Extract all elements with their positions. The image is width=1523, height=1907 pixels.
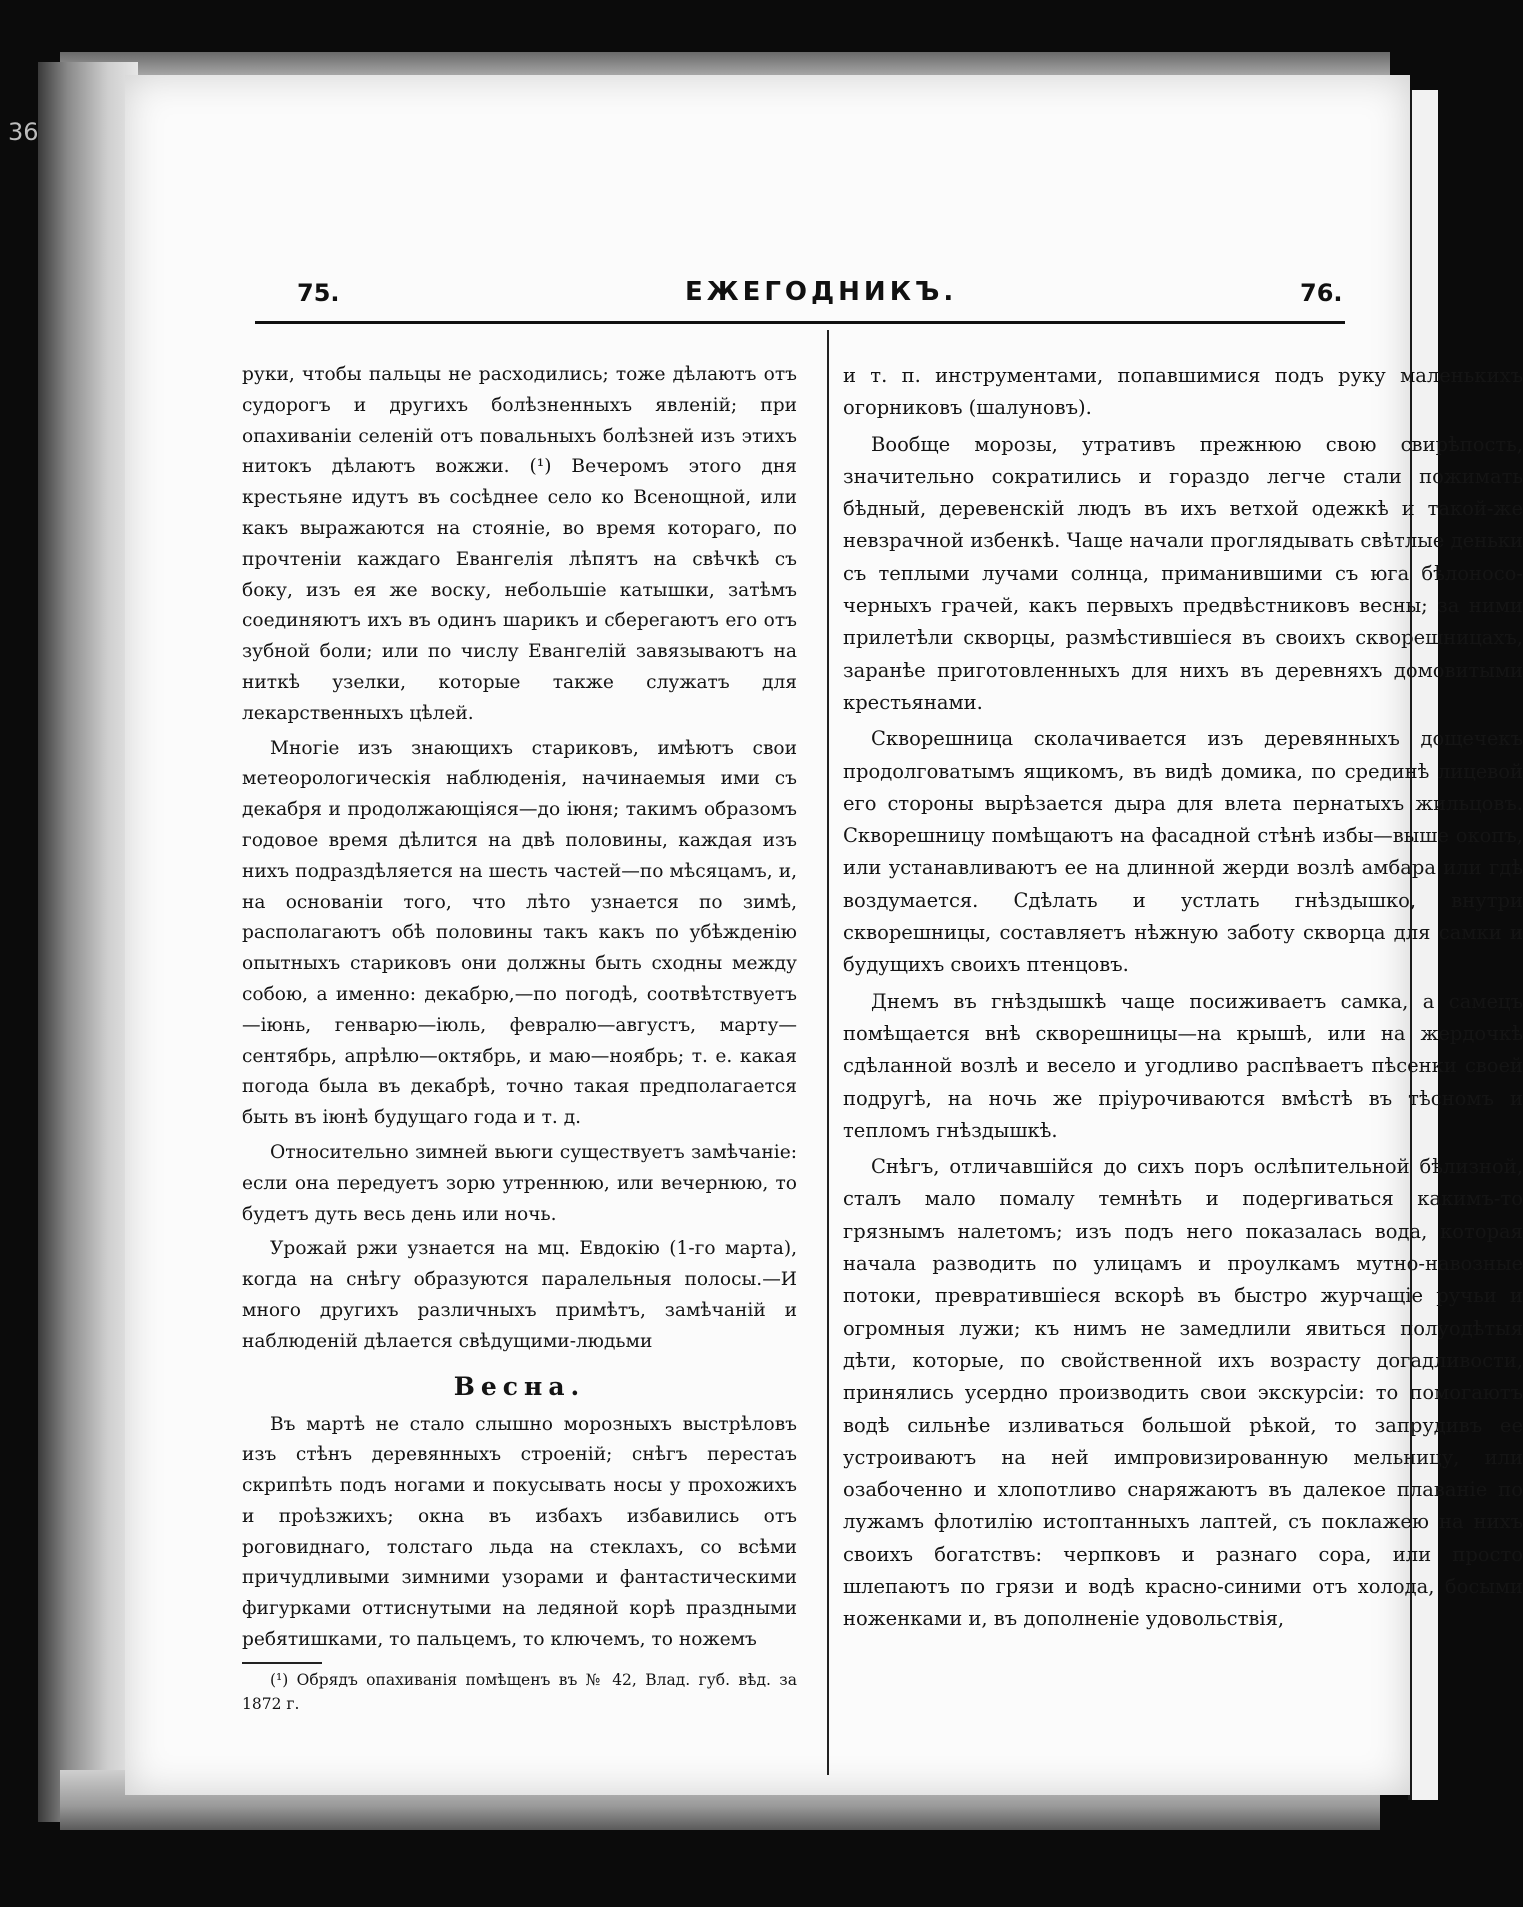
scanned-page [125,75,1523,1795]
running-title: ЕЖЕГОДНИКЪ. [685,277,958,307]
right-paragraph-4: Днемъ въ гнѣздышкѣ чаще посиживаетъ самка, а самецъ помѣщается внѣ скворешницы—на крышѣ, или на жердочкѣ сдѣланной возлѣ и весело и угодливо распѣваетъ пѣсенки своей подругѣ, на ночь же пріурочиваются вмѣстѣ въ тѣсномъ и тепломъ гнѣздышкѣ. [843,989,1523,1142]
left-paragraph-5: Въ мартѣ не стало слышно морозныхъ выстрѣловъ изъ стѣнъ деревянныхъ строеній; снѣгъ перестаъ скрипѣть подъ ногами и покусывать носы у прохожихъ и проѣзжихъ; окна въ избахъ избавились отъ роговиднаго, толстаго льда на стеклахъ, со всѣми причудливыми зимними узорами и фантастическими фигурками оттиснутыми на ледяной корѣ праздными ребятишками, то пальцемъ, то ключемъ, то ножемъ [242,1413,797,1651]
page-number-left: 75. [297,279,340,307]
right-paragraph-3: Скворешница сколачивается изъ деревянныхъ дощечекъ продолговатымъ ящикомъ, въ видѣ домика, по срединѣ лицевой его стороны вырѣзается дыра для влета пернатыхъ жильцовъ. Скворешницу помѣщаютъ на фасадной стѣнѣ избы—выше окопъ, или устанавливаютъ ее на длинной жерди возлѣ амбара или гдѣ воздумается. Сдѣлать и устлать гнѣздышко, внутри скворешницы, составляетъ нѣжную заботу скворца для самки и будущихъ своихъ птенцовъ. [843,727,1523,977]
left-paragraph-3: Относительно зимней вьюги существуетъ замѣчаніе: если она передуетъ зорю утреннюю, или вечернюю, то будетъ дуть весь день или ночь. [242,1141,797,1225]
left-column [242,360,797,1716]
footnote: (¹) Обрядъ опахиванія помѣщенъ въ № 42, Влад. губ. вѣд. за 1872 г. [242,1670,797,1713]
right-paragraph-1: и т. п. инструментами, попавшимися подъ руку маленькихъ огорниковъ (шалуновъ). [843,364,1523,420]
binding-left-edge [38,62,138,1822]
running-header [125,275,1410,315]
column-divider [827,330,829,1775]
left-paragraph-4: Урожай ржи узнается на мц. Евдокію (1-го марта), когда на снѣгу образуются паралельныя полосы.—И много другихъ различныхъ примѣтъ, замѣчаній и наблюденій дѣлается свѣдущими-людьми [242,1238,797,1352]
margin-note: 36 [8,118,39,146]
page-number-right: 76. [1300,279,1343,307]
left-paragraph-2: Многіе изъ знающихъ стариковъ, имѣютъ свои метеорологическія наблюденія, начинаемыя ими съ декабря и продолжающіяся—до іюня; такимъ образомъ годовое время дѣлится на двѣ половины, каждая изъ нихъ подраздѣляется на шесть частей—по мѣсяцамъ, и, на основаніи того, что лѣто узнается по зимѣ, располагаютъ обѣ половины такъ какъ по убѣжденію опытныхъ стариковъ они должны быть сходны между собою, а именно: декабрю,—по погодѣ, соотвѣтствуетъ—іюнь, генварю—іюль, февралю—августъ, марту—сентябрь, апрѣлю—октябрь, и маю—ноябрь; т. е. какая погода была въ декабрѣ, точно такая предполагается быть въ іюнѣ будущаго года и т. д. [242,737,797,1129]
header-rule [255,321,1345,324]
section-title-spring: Весна. [453,1371,586,1401]
right-column [843,360,1523,1636]
footnote-rule [242,1662,322,1664]
left-paragraph-1: руки, чтобы пальцы не расходились; тоже дѣлаютъ отъ судорогъ и другихъ болѣзненныхъ явленій; при опахиваніи селеній отъ повальныхъ болѣзней изъ этихъ нитокъ дѣлаютъ вожжи. (¹) Вечеромъ этого дня крестьяне идутъ въ сосѣднее село ко Всенощной, или какъ выражаются на стояніе, во время котораго, по прочтеніи каждаго Евангелія лѣпятъ на свѣчкѣ съ боку, изъ ея же воску, небольшіе катышки, затѣмъ соединяютъ ихъ въ одинъ шарикъ и сберегаютъ его отъ зубной боли; или по числу Евангелій завязываютъ на ниткѣ узелки, которые также служатъ для лекарственныхъ цѣлей. [242,364,797,724]
right-paragraph-2: Вообще морозы, утративъ прежнюю свою свирѣпость, значительно сократились и гораздо легче стали пожимать бѣдный, деревенскій людъ въ ихъ ветхой одежкѣ и такой-же невзрачной избенкѣ. Чаще начали проглядывать свѣтлые деньки съ теплыми лучами солнца, приманившими съ юга бѣлоносо-черныхъ грачей, какъ первыхъ предвѣстниковъ весны; за ними прилетѣли скворцы, размѣстившіеся въ своихъ скворешницахъ, заранѣе приготовленныхъ для нихъ въ деревняхъ домовитыми крестьянами. [843,432,1523,714]
right-paragraph-5: Снѣгъ, отличавшійся до сихъ поръ ослѣпительной бѣлизной, сталъ мало помалу темнѣть и подергиваться какимъ-то грязнымъ налетомъ; изъ подъ него показалась вода, которая начала разводить по улицамъ и проулкамъ мутно-навозные потоки, превратившіеся вскорѣ въ быстро журчащіе ручьи и огромныя лужи; къ нимъ не замедлили явиться полуодѣтыя дѣти, которые, по свойственной ихъ возрасту догадливости, принялись усердно производить свои экскурсіи: то помогаютъ водѣ сильнѣе изливаться большой рѣкой, то запрудивъ ее устроиваютъ на ней импровизированную мельницу, или озабоченно и хлопотливо снаряжаютъ въ далекое плаваніе по лужамъ флотилію истоптанныхъ лаптей, съ поклажею на нихъ своихъ богатствъ: черпковъ и разнаго сора, или просто шлепаютъ по грязи и водѣ красно-синими отъ холода, босыми ноженками и, въ дополненіе удовольствія, [843,1155,1523,1631]
